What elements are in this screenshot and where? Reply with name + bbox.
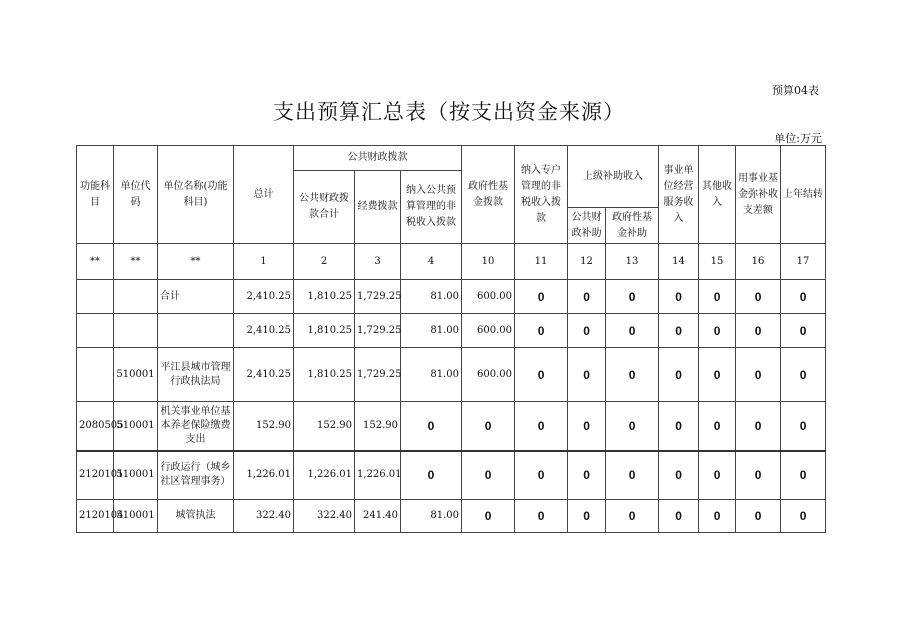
index-cell: 15 xyxy=(699,244,736,280)
amount-cell: 0 xyxy=(462,402,515,451)
unit-name-cell: 行政运行（城乡社区管理事务） xyxy=(158,451,234,500)
amount-cell: 0 xyxy=(781,280,826,314)
amount-cell: 0 xyxy=(699,500,736,533)
amount-cell: 0 xyxy=(568,451,606,500)
header-carryover: 上年结转 xyxy=(781,146,826,244)
amount-cell: 0 xyxy=(699,314,736,348)
unit-code-cell: 510001 xyxy=(114,451,158,500)
amount-cell: 0 xyxy=(736,451,781,500)
index-cell: 14 xyxy=(659,244,699,280)
amount-cell: 1,729.25 xyxy=(355,314,401,348)
index-cell: 3 xyxy=(355,244,401,280)
unit-code-cell: 510001 xyxy=(114,500,158,533)
header-gov-fund: 政府性基金拨款 xyxy=(462,146,515,244)
index-cell: 11 xyxy=(515,244,568,280)
index-cell: ** xyxy=(77,244,114,280)
header-public-finance-total: 公共财政拨款合计 xyxy=(294,171,355,244)
amount-cell: 0 xyxy=(736,314,781,348)
index-cell: 17 xyxy=(781,244,826,280)
amount-cell: 600.00 xyxy=(462,280,515,314)
amount-cell: 152.90 xyxy=(234,402,294,451)
amount-cell: 1,729.25 xyxy=(355,348,401,402)
amount-cell: 0 xyxy=(515,500,568,533)
amount-cell: 0 xyxy=(699,348,736,402)
amount-cell: 0 xyxy=(568,402,606,451)
amount-cell: 0 xyxy=(515,451,568,500)
amount-cell: 1,810.25 xyxy=(294,314,355,348)
amount-cell: 0 xyxy=(699,402,736,451)
amount-cell: 81.00 xyxy=(401,314,462,348)
table-row xyxy=(77,500,826,533)
func-subject-cell xyxy=(77,314,114,348)
header-unit-name: 单位名称(功能科目) xyxy=(158,146,234,244)
unit-name-cell: 城管执法 xyxy=(158,500,234,533)
amount-cell: 0 xyxy=(736,280,781,314)
table-row xyxy=(77,280,826,314)
amount-cell: 2,410.25 xyxy=(234,348,294,402)
amount-cell: 0 xyxy=(606,314,659,348)
amount-cell: 0 xyxy=(781,500,826,533)
amount-cell: 0 xyxy=(606,451,659,500)
index-cell: 12 xyxy=(568,244,606,280)
header-public-subsidy: 公共财政补助 xyxy=(568,208,606,244)
header-business-income: 事业单位经营服务收入 xyxy=(659,146,699,244)
amount-cell: 600.00 xyxy=(462,348,515,402)
amount-cell: 0 xyxy=(462,500,515,533)
index-cell: 1 xyxy=(234,244,294,280)
header-superior-subsidy: 上级补助收入 xyxy=(568,146,659,208)
amount-cell: 152.90 xyxy=(355,402,401,451)
unit-code-cell: 510001 xyxy=(114,402,158,451)
header-total: 总计 xyxy=(234,146,294,244)
amount-cell: 81.00 xyxy=(401,348,462,402)
unit-name-cell: 平江县城市管理行政执法局 xyxy=(158,348,234,402)
func-subject-cell xyxy=(77,348,114,402)
unit-label: 单位:万元 xyxy=(774,132,822,145)
index-cell: 10 xyxy=(462,244,515,280)
amount-cell: 1,226.01 xyxy=(234,451,294,500)
amount-cell: 0 xyxy=(781,402,826,451)
index-cell: 4 xyxy=(401,244,462,280)
amount-cell: 0 xyxy=(659,280,699,314)
header-func-subject: 功能科目 xyxy=(77,146,114,244)
amount-cell: 0 xyxy=(699,280,736,314)
amount-cell: 0 xyxy=(515,280,568,314)
amount-cell: 600.00 xyxy=(462,314,515,348)
unit-code-cell: 510001 xyxy=(114,348,158,402)
amount-cell: 0 xyxy=(606,402,659,451)
index-cell: 2 xyxy=(294,244,355,280)
header-public-finance: 公共财政拨款 xyxy=(294,146,462,171)
amount-cell: 0 xyxy=(606,348,659,402)
amount-cell: 0 xyxy=(736,500,781,533)
amount-cell: 0 xyxy=(736,348,781,402)
amount-cell: 0 xyxy=(568,314,606,348)
amount-cell: 1,810.25 xyxy=(294,348,355,402)
amount-cell: 0 xyxy=(462,451,515,500)
amount-cell: 152.90 xyxy=(294,402,355,451)
amount-cell: 0 xyxy=(401,451,462,500)
amount-cell: 322.40 xyxy=(294,500,355,533)
amount-cell: 0 xyxy=(606,500,659,533)
func-subject-cell: 2120104 xyxy=(77,500,114,533)
func-subject-cell xyxy=(77,280,114,314)
amount-cell: 0 xyxy=(781,451,826,500)
table-row xyxy=(77,451,826,500)
index-row xyxy=(77,244,826,280)
amount-cell: 81.00 xyxy=(401,500,462,533)
unit-name-cell: 合计 xyxy=(158,280,234,314)
amount-cell: 0 xyxy=(699,451,736,500)
amount-cell: 0 xyxy=(781,314,826,348)
index-cell: ** xyxy=(114,244,158,280)
index-cell: 13 xyxy=(606,244,659,280)
amount-cell: 1,729.25 xyxy=(355,280,401,314)
header-fund-balance: 用事业基金弥补收支差额 xyxy=(736,146,781,244)
unit-code-cell xyxy=(114,280,158,314)
header-unit-code: 单位代码 xyxy=(114,146,158,244)
amount-cell: 0 xyxy=(568,348,606,402)
amount-cell: 81.00 xyxy=(401,280,462,314)
amount-cell: 1,226.01 xyxy=(355,451,401,500)
amount-cell: 0 xyxy=(568,500,606,533)
header-other-income: 其他收入 xyxy=(699,146,736,244)
unit-name-cell: 机关事业单位基本养老保险缴费支出 xyxy=(158,402,234,451)
header-gov-fund-subsidy: 政府性基金补助 xyxy=(606,208,659,244)
amount-cell: 0 xyxy=(401,402,462,451)
table-row xyxy=(77,402,826,451)
amount-cell: 2,410.25 xyxy=(234,280,294,314)
amount-cell: 1,226.01 xyxy=(294,451,355,500)
page-title: 支出预算汇总表（按支出资金来源） xyxy=(273,100,625,124)
amount-cell: 0 xyxy=(781,348,826,402)
header-special-nontax: 纳入专户管理的非税收入拨款 xyxy=(515,146,568,244)
amount-cell: 0 xyxy=(606,280,659,314)
header-fund-alloc: 经费拨款 xyxy=(355,171,401,244)
amount-cell: 0 xyxy=(659,348,699,402)
amount-cell: 0 xyxy=(568,280,606,314)
index-cell: 16 xyxy=(736,244,781,280)
budget-table xyxy=(76,145,826,533)
unit-name-cell xyxy=(158,314,234,348)
amount-cell: 0 xyxy=(736,402,781,451)
amount-cell: 0 xyxy=(659,451,699,500)
amount-cell: 0 xyxy=(659,500,699,533)
amount-cell: 1,810.25 xyxy=(294,280,355,314)
unit-code-cell xyxy=(114,314,158,348)
amount-cell: 2,410.25 xyxy=(234,314,294,348)
index-cell: ** xyxy=(158,244,234,280)
amount-cell: 322.40 xyxy=(234,500,294,533)
amount-cell: 0 xyxy=(515,402,568,451)
form-number: 预算04表 xyxy=(772,84,819,97)
amount-cell: 0 xyxy=(659,314,699,348)
table-row xyxy=(77,314,826,348)
table-row xyxy=(77,348,826,402)
amount-cell: 0 xyxy=(515,314,568,348)
amount-cell: 0 xyxy=(515,348,568,402)
amount-cell: 0 xyxy=(659,402,699,451)
amount-cell: 241.40 xyxy=(355,500,401,533)
func-subject-cell: 2080505 xyxy=(77,402,114,451)
func-subject-cell: 2120101 xyxy=(77,451,114,500)
header-nontax-in-budget: 纳入公共预算管理的非税收入拨款 xyxy=(401,171,462,244)
